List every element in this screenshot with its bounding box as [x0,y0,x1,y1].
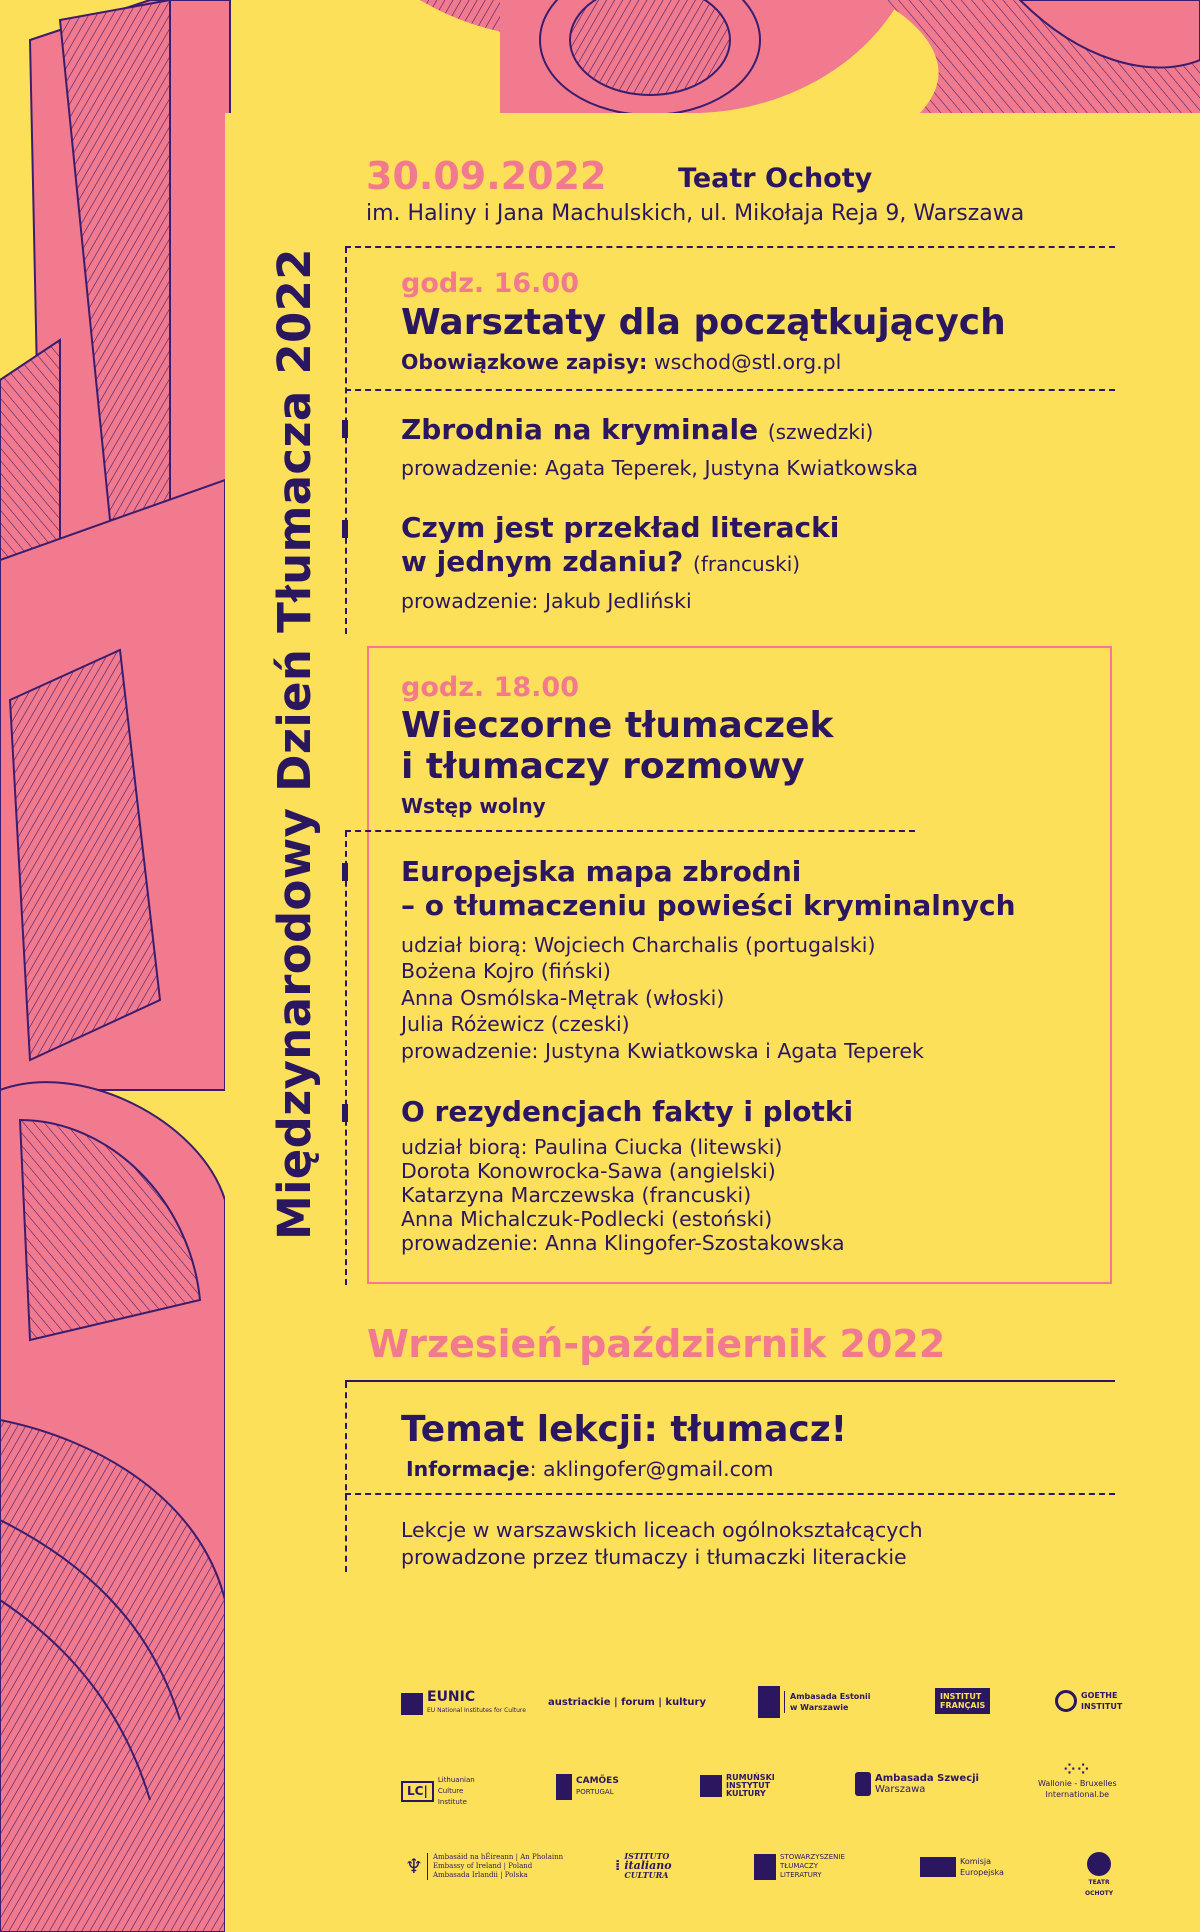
sweden-embassy-logo: Ambasada Szwecji Warszawa [855,1772,979,1796]
lessons-desc-line1: Lekcje w warszawskich liceach ogólnokształcących [401,1518,923,1542]
estonia-crest-icon [758,1686,780,1718]
timeline-dashed [345,247,347,634]
info-email[interactable]: : aklingofer@gmail.com [529,1457,774,1481]
goethe-icon [1055,1690,1077,1712]
ireland-embassy-logo: ♆ Ambasáid na hÉireann | An Pholainn Embassy of Ireland | Poland Ambasada Irlandii | Polska [405,1853,564,1879]
event-address: im. Haliny i Jana Machulskich, ul. Mikołaja Reja 9, Warszawa [366,201,1025,226]
workshops-title: Warsztaty dla początkujących [401,302,1006,343]
panel-line: udział biorą: Paulina Ciucka (litewski) [401,1135,783,1159]
camoes-logo: CAMÕES PORTUGAL [556,1774,619,1800]
eu-flag-icon [920,1857,956,1877]
signup-label: Obowiązkowe zapisy: [401,350,648,374]
event-date: 30.09.2022 [366,154,607,198]
eunic-icon [401,1693,423,1715]
divider [345,389,1115,391]
austrian-forum-logo: austriackie | forum | kultury [548,1697,706,1708]
lci-icon: LC| [401,1781,434,1802]
harp-icon: ♆ [405,1854,423,1878]
wallonie-bruxelles-logo: ⁘⁘ Wallonie - Bruxelles International.be [1038,1762,1117,1799]
panel-line: Anna Michalczuk-Podlecki (estoński) [401,1207,773,1231]
panel-line: Bożena Kojro (fiński) [401,959,611,983]
session-title: Zbrodnia na kryminale (szwedzki) [401,413,874,446]
workshops-signup [401,350,841,374]
timeline-dashed [345,831,347,1285]
evening-title-line2: i tłumaczy rozmowy [401,746,805,787]
estonia-embassy-logo: Ambasada Estonii w Warszawie [758,1686,870,1718]
eunic-logo: EUNIC EU National Institutes for Culture [401,1692,526,1716]
timeline-dashed [345,1382,347,1572]
lessons-desc-line2: prowadzone przez tłumaczy i tłumaczki literackie [401,1545,907,1569]
timeline-tick [342,420,348,438]
workshops-time: godz. 16.00 [401,268,579,299]
divider [345,1380,1115,1382]
goethe-institut-logo: GOETHE INSTITUT [1055,1690,1122,1712]
panel-title: O rezydencjach fakty i plotki [401,1095,854,1128]
evening-time: godz. 18.00 [401,672,579,703]
panel-line: udział biorą: Wojciech Charchalis (portugalski) [401,933,876,957]
sweden-crest-icon [855,1772,871,1796]
timeline-tick [342,1104,348,1122]
lessons-title: Temat lekcji: tłumacz! [401,1409,848,1450]
camoes-icon [556,1774,572,1800]
stl-logo: STOWARZYSZENIE TŁUMACZY LITERATURY [754,1853,845,1880]
evening-entry: Wstęp wolny [401,794,546,818]
session-title-line2: w jednym zdaniu? (francuski) [401,545,801,578]
italiano-icon: ⁞ [615,1857,621,1874]
session-language: (francuski) [693,552,801,576]
panel-line: Julia Różewicz (czeski) [401,1012,630,1036]
divider [345,1493,1115,1495]
poster-title: Międzynarodowy Dzień Tłumacza 2022 [268,248,321,1240]
panel-line: prowadzenie: Anna Klingofer-Szostakowska [401,1231,845,1255]
lessons-period: Wrzesień-październik 2022 [367,1322,946,1366]
session-host: prowadzenie: Agata Teperek, Justyna Kwiatkowska [401,456,919,480]
evening-title-line1: Wieczorne tłumaczek [401,705,834,746]
panel-line: Katarzyna Marczewska (francuski) [401,1183,752,1207]
panel-line: Anna Osmólska-Mętrak (włoski) [401,986,725,1010]
panel-line: prowadzenie: Justyna Kwiatkowska i Agata Teperek [401,1039,924,1063]
timeline-tick [342,863,348,881]
session-title-line1: Czym jest przekład literacki [401,511,840,544]
session-host: prowadzenie: Jakub Jedliński [401,589,692,613]
divider [345,830,915,832]
info-label: Informacje [406,1457,530,1481]
panel-line: Dorota Konowrocka-Sawa (angielski) [401,1159,776,1183]
istituto-italiano-logo: ⁞ ISTITUTO italiano CULTURA [615,1851,672,1880]
stl-icon [754,1854,776,1880]
event-venue: Teatr Ochoty [678,163,873,194]
institut-francais-logo: INSTITUT FRANÇAIS [935,1688,990,1714]
wallonie-dots-icon: ⁘⁘ [1063,1762,1092,1778]
teatr-ochoty-logo: TEATR OCHOTY [1085,1852,1113,1899]
lessons-info [406,1457,773,1481]
european-commission-logo: Komisja Europejska [920,1856,1004,1878]
panel-title-line1: Europejska mapa zbrodni [401,855,802,888]
signup-email[interactable]: wschod@stl.org.pl [653,350,842,374]
lithuanian-culture-institute-logo: LC| Lithuanian Culture Institute [401,1775,488,1808]
panel-title-line2: – o tłumaczeniu powieści kryminalnych [401,889,1016,922]
timeline-tick [342,520,348,538]
divider [345,246,1115,248]
romanian-icon [700,1775,722,1797]
teatr-icon [1087,1852,1111,1876]
session-language: (szwedzki) [767,420,874,444]
romanian-institute-logo: RUMUŃSKI INSTYTUT KULTURY [700,1774,775,1798]
